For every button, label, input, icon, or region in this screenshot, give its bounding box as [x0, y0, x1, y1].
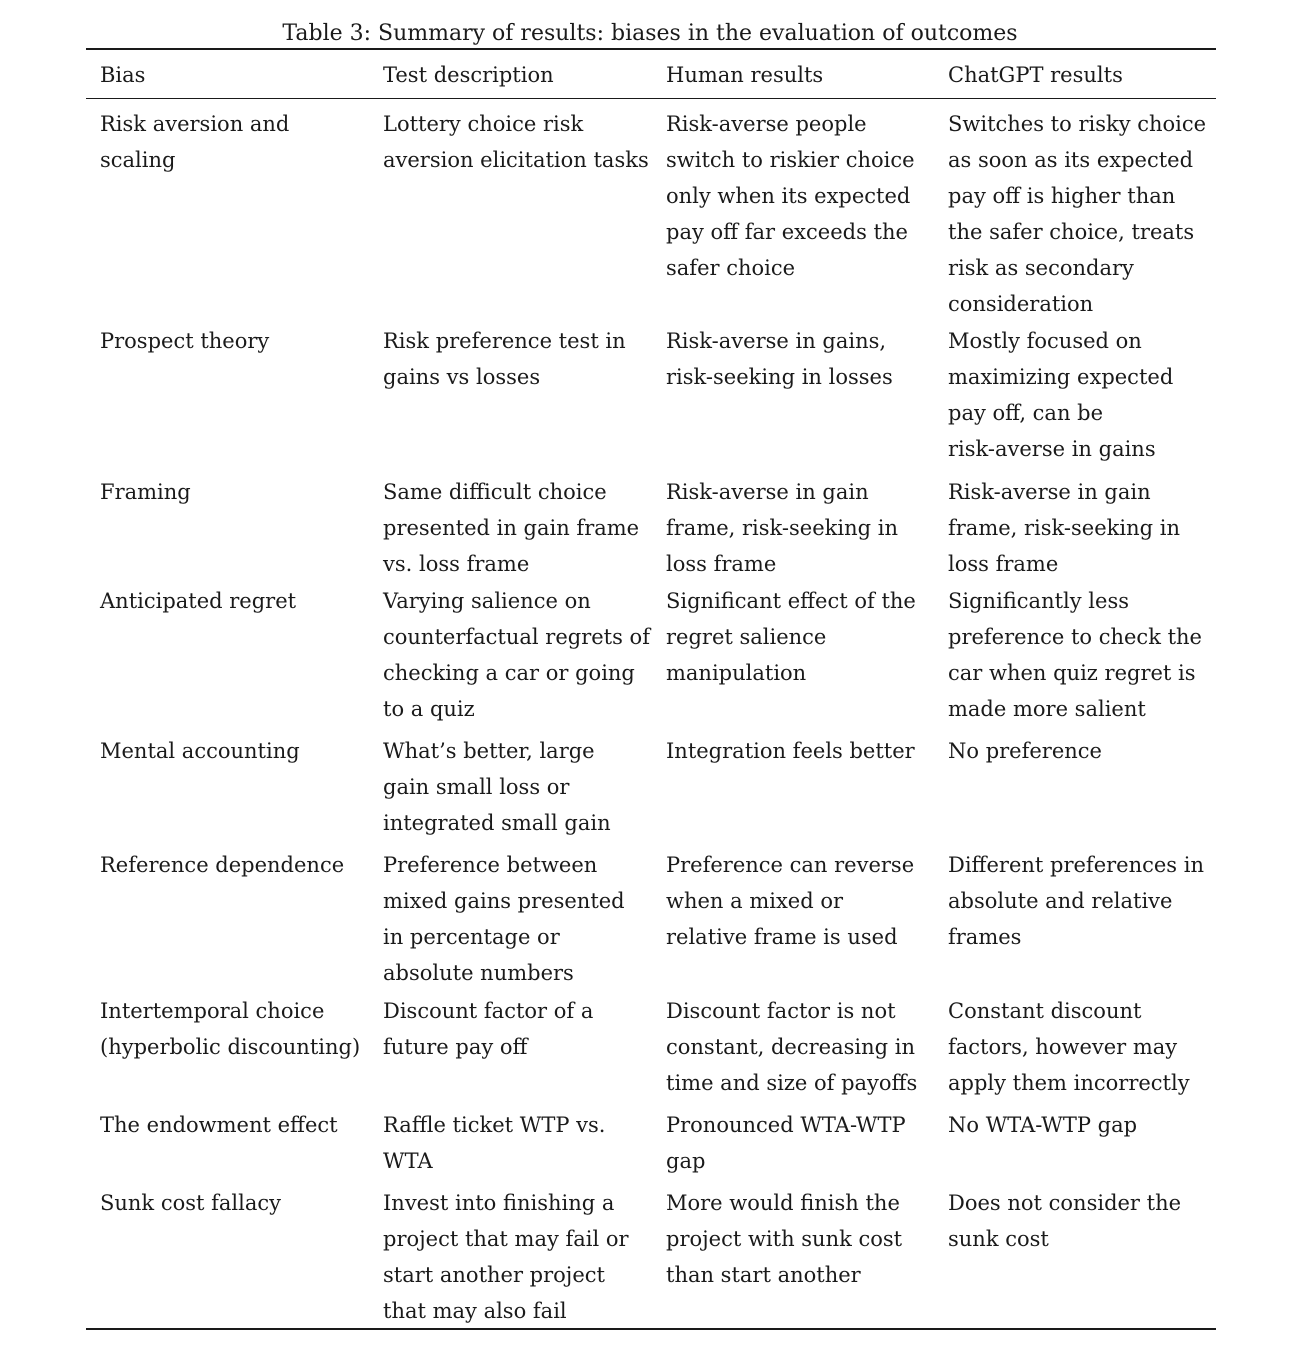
cell-line: Framing: [100, 480, 191, 504]
chatgpt-results-cell: [948, 474, 1180, 582]
cell-line: Preference between: [383, 853, 598, 877]
cell-line: WTA: [383, 1149, 433, 1173]
bias-cell: [100, 733, 300, 769]
cell-line: the safer choice, treats: [948, 220, 1195, 244]
cell-line: frame, risk-seeking in: [666, 516, 898, 540]
cell-line: as soon as its expected: [948, 148, 1194, 172]
test-description-cell: [383, 847, 625, 991]
cell-line: to a quiz: [383, 697, 475, 721]
cell-line: Raffle ticket WTP vs.: [383, 1113, 606, 1137]
cell-line: Lottery choice risk: [383, 112, 584, 136]
cell-line: The endowment effect: [100, 1113, 338, 1137]
cell-line: risk-averse in gains: [948, 437, 1156, 461]
cell-line: Reference dependence: [100, 853, 345, 877]
cell-line: future pay off: [383, 1035, 528, 1059]
chatgpt-results-cell: [948, 1107, 1137, 1143]
human-results-cell: [666, 583, 916, 691]
cell-line: time and size of payoffs: [666, 1071, 918, 1095]
human-results-cell: [666, 733, 915, 769]
human-results-cell: [666, 1107, 906, 1179]
cell-line: that may also fail: [383, 1299, 567, 1323]
chatgpt-results-cell: [948, 1185, 1181, 1257]
bias-cell: [100, 106, 289, 178]
cell-line: Significant effect of the: [666, 589, 916, 613]
cell-line: loss frame: [666, 552, 777, 576]
human-results-cell: [666, 847, 914, 955]
bottom-rule: [86, 1328, 1216, 1330]
cell-line: when a mixed or: [666, 889, 844, 913]
human-results-cell: [666, 106, 915, 286]
cell-line: pay off far exceeds the: [666, 220, 908, 244]
cell-line: Risk-averse people: [666, 112, 867, 136]
bias-cell: [100, 847, 344, 883]
cell-line: vs. loss frame: [383, 552, 530, 576]
cell-line: risk as secondary: [948, 256, 1134, 280]
bias-cell: [100, 474, 191, 510]
cell-line: Same difficult choice: [383, 480, 607, 504]
cell-line: Mostly focused on: [948, 329, 1142, 353]
chatgpt-results-cell: [948, 733, 1102, 769]
test-description-cell: [383, 323, 626, 395]
cell-line: Preference can reverse: [666, 853, 915, 877]
cell-line: Risk aversion and: [100, 112, 290, 136]
human-results-cell: [666, 474, 898, 582]
cell-line: loss frame: [948, 552, 1059, 576]
cell-line: Risk-averse in gain: [666, 480, 869, 504]
cell-line: Invest into finishing a: [383, 1191, 615, 1215]
cell-line: apply them incorrectly: [948, 1071, 1190, 1095]
bias-cell: [100, 323, 269, 359]
cell-line: than start another: [666, 1263, 861, 1287]
cell-line: scaling: [100, 148, 176, 172]
cell-line: Prospect theory: [100, 329, 270, 353]
bias-cell: [100, 1107, 338, 1143]
test-description-cell: [383, 106, 649, 178]
cell-line: gap: [666, 1149, 706, 1173]
cell-line: maximizing expected: [948, 365, 1174, 389]
cell-line: Does not consider the: [948, 1191, 1182, 1215]
cell-line: constant, decreasing in: [666, 1035, 915, 1059]
cell-line: counterfactual regrets of: [383, 625, 650, 649]
cell-line: preference to check the: [948, 625, 1202, 649]
cell-line: Risk preference test in: [383, 329, 626, 353]
test-description-cell: [383, 993, 593, 1065]
chatgpt-results-cell: [948, 993, 1190, 1101]
test-description-cell: [383, 583, 650, 727]
header-test-description: Test description: [383, 63, 554, 87]
cell-line: pay off, can be: [948, 401, 1104, 425]
cell-line: No preference: [948, 739, 1102, 763]
bias-cell: [100, 1185, 281, 1221]
cell-line: Risk-averse in gain: [948, 480, 1151, 504]
cell-line: Mental accounting: [100, 739, 300, 763]
cell-line: gain small loss or: [383, 775, 570, 799]
cell-line: Anticipated regret: [100, 589, 297, 613]
cell-line: only when its expected: [666, 184, 911, 208]
cell-line: Risk-averse in gains,: [666, 329, 887, 353]
cell-line: aversion elicitation tasks: [383, 148, 649, 172]
human-results-cell: [666, 993, 917, 1101]
chatgpt-results-cell: [948, 106, 1206, 322]
human-results-cell: [666, 1185, 902, 1293]
header-rule: [86, 98, 1216, 99]
header-human-results: Human results: [666, 63, 824, 87]
cell-line: Discount factor of a: [383, 999, 594, 1023]
cell-line: absolute numbers: [383, 961, 574, 985]
chatgpt-results-cell: [948, 583, 1202, 727]
cell-line: Significantly less: [948, 589, 1129, 613]
cell-line: consideration: [948, 292, 1094, 316]
human-results-cell: [666, 323, 893, 395]
test-description-cell: [383, 1107, 605, 1179]
cell-line: (hyperbolic discounting): [100, 1035, 361, 1059]
header-bias: Bias: [100, 63, 146, 87]
cell-line: gains vs losses: [383, 365, 541, 389]
cell-line: project with sunk cost: [666, 1227, 903, 1251]
cell-line: mixed gains presented: [383, 889, 625, 913]
cell-line: integrated small gain: [383, 811, 611, 835]
table-caption: Table 3: Summary of results: biases in the evaluation of outcomes: [282, 21, 1018, 46]
cell-line: presented in gain frame: [383, 516, 640, 540]
cell-line: What’s better, large: [383, 739, 595, 763]
cell-line: in percentage or: [383, 925, 560, 949]
cell-line: Varying salience on: [383, 589, 591, 613]
cell-line: start another project: [383, 1263, 605, 1287]
cell-line: risk-seeking in losses: [666, 365, 893, 389]
cell-line: car when quiz regret is: [948, 661, 1196, 685]
cell-line: More would finish the: [666, 1191, 900, 1215]
cell-line: pay off is higher than: [948, 184, 1176, 208]
cell-line: Switches to risky choice: [948, 112, 1207, 136]
cell-line: Constant discount: [948, 999, 1142, 1023]
cell-line: Discount factor is not: [666, 999, 896, 1023]
cell-line: project that may fail or: [383, 1227, 629, 1251]
test-description-cell: [383, 474, 639, 582]
cell-line: Different preferences in: [948, 853, 1204, 877]
cell-line: factors, however may: [948, 1035, 1178, 1059]
cell-line: manipulation: [666, 661, 807, 685]
cell-line: relative frame is used: [666, 925, 898, 949]
header-chatgpt-results: ChatGPT results: [948, 63, 1123, 87]
cell-line: absolute and relative: [948, 889, 1173, 913]
cell-line: Sunk cost fallacy: [100, 1191, 282, 1215]
cell-line: Pronounced WTA-WTP: [666, 1113, 906, 1137]
cell-line: No WTA-WTP gap: [948, 1113, 1138, 1137]
cell-line: made more salient: [948, 697, 1146, 721]
cell-line: regret salience: [666, 625, 827, 649]
test-description-cell: [383, 1185, 629, 1329]
cell-line: checking a car or going: [383, 661, 635, 685]
cell-line: frame, risk-seeking in: [948, 516, 1180, 540]
top-rule: [86, 48, 1216, 50]
cell-line: frames: [948, 925, 1022, 949]
cell-line: Intertemporal choice: [100, 999, 325, 1023]
chatgpt-results-cell: [948, 323, 1173, 467]
cell-line: Integration feels better: [666, 739, 915, 763]
cell-line: safer choice: [666, 256, 796, 280]
test-description-cell: [383, 733, 611, 841]
chatgpt-results-cell: [948, 847, 1204, 955]
cell-line: sunk cost: [948, 1227, 1049, 1251]
bias-cell: [100, 583, 296, 619]
cell-line: switch to riskier choice: [666, 148, 915, 172]
bias-cell: [100, 993, 360, 1065]
